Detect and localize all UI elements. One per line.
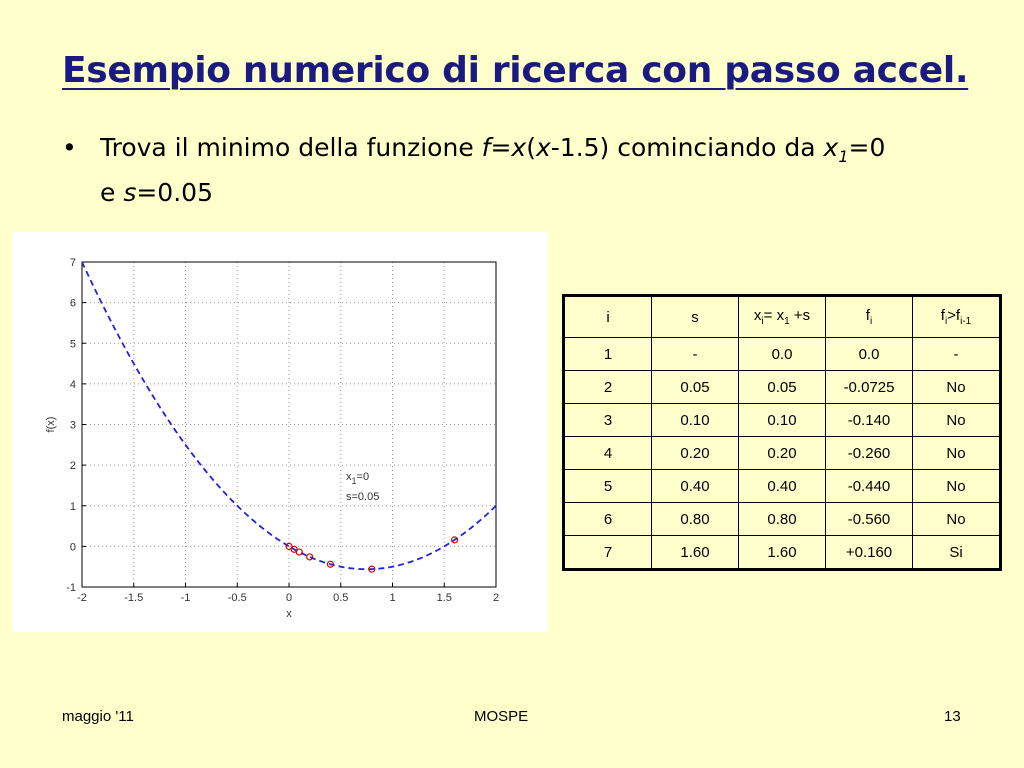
- tick-layer: [66, 257, 499, 604]
- cell-cmp: Si: [913, 536, 1001, 570]
- x-tick-label: -1: [180, 592, 191, 604]
- cell-f: -0.560: [826, 503, 913, 536]
- cell-s: 0.10: [652, 404, 739, 437]
- y-tick-label: 6: [69, 297, 76, 310]
- cell-s: 0.20: [652, 437, 739, 470]
- cell-x: 0.10: [739, 404, 826, 437]
- plot-panel: [12, 232, 548, 632]
- eq-sign: =: [490, 133, 512, 162]
- table-row: [564, 470, 1001, 503]
- cell-f: -0.440: [826, 470, 913, 503]
- cell-x: 0.05: [739, 371, 826, 404]
- var-x2: x: [535, 133, 551, 162]
- cell-f: -0.260: [826, 437, 913, 470]
- x-tick-label: 0.5: [333, 592, 349, 604]
- s-value: =0.05: [136, 178, 213, 207]
- function-curve: [82, 262, 496, 569]
- cell-cmp: No: [913, 437, 1001, 470]
- y-tick-label: 4: [69, 378, 76, 391]
- cell-f: 0.0: [826, 338, 913, 371]
- cell-s: -: [652, 338, 739, 371]
- footer-page-number: 13: [944, 708, 961, 725]
- function-plot: [12, 232, 548, 632]
- paren-open: (: [526, 133, 536, 162]
- table-row: [564, 404, 1001, 437]
- bullet-rest: -1.5) cominciando da: [550, 133, 824, 162]
- y-tick-label: 2: [69, 460, 76, 473]
- line2-prefix: e: [100, 178, 124, 207]
- var-s: s: [123, 178, 137, 207]
- var-x-sub: 1: [838, 147, 849, 166]
- table-header-row: [564, 296, 1001, 338]
- cell-s: 0.05: [652, 371, 739, 404]
- var-x-start: x: [823, 133, 839, 162]
- grid-layer: [82, 262, 496, 587]
- header-xi: $x_i= x_1 +s$: [739, 296, 826, 338]
- cell-cmp: No: [913, 404, 1001, 437]
- cell-x: 0.20: [739, 437, 826, 470]
- cell-f: +0.160: [826, 536, 913, 570]
- cell-s: 1.60: [652, 536, 739, 570]
- header-fi: $f_i$: [826, 296, 913, 338]
- cell-s: 0.80: [652, 503, 739, 536]
- header-comparison: $f_i>f_{i-1}$: [913, 296, 1001, 338]
- x-tick-label: 1.5: [436, 592, 452, 604]
- cell-cmp: No: [913, 470, 1001, 503]
- x-tick-label: 2: [492, 592, 500, 604]
- header-i: i: [564, 296, 652, 338]
- cell-x: 1.60: [739, 536, 826, 570]
- y-tick-label: 1: [69, 500, 76, 513]
- annotation-x1: $x_1=0$: [346, 471, 370, 486]
- y-axis-label: f(x): [45, 416, 57, 433]
- table-row: [564, 371, 1001, 404]
- x-start-value: =0: [848, 133, 886, 162]
- y-tick-label: -1: [66, 582, 76, 594]
- y-tick-label: 7: [69, 257, 76, 269]
- cell-i: 6: [564, 503, 652, 536]
- cell-cmp: -: [913, 338, 1001, 371]
- table-row: [564, 338, 1001, 371]
- slide-title: Esempio numerico di ricerca con passo accel.: [62, 50, 969, 91]
- header-s: s: [652, 296, 739, 338]
- cell-cmp: No: [913, 503, 1001, 536]
- x-tick-label: 0: [285, 592, 293, 604]
- x-tick-label: -2: [77, 592, 87, 604]
- x-tick-label: 1: [389, 592, 396, 604]
- var-x1: x: [511, 133, 527, 162]
- y-tick-label: 3: [69, 419, 76, 432]
- table-row: [564, 536, 1001, 570]
- data-point: [296, 549, 302, 555]
- x-tick-label: -1.5: [124, 592, 144, 604]
- cell-f: -0.140: [826, 404, 913, 437]
- annotation-s: s=0.05: [346, 491, 380, 503]
- y-tick-label: 0: [69, 541, 76, 554]
- bullet-prefix: Trova il minimo della funzione: [100, 133, 482, 162]
- x-tick-label: -0.5: [227, 592, 247, 604]
- x-axis-label: x: [286, 608, 292, 620]
- cell-cmp: No: [913, 371, 1001, 404]
- y-tick-label: 5: [69, 338, 76, 351]
- cell-i: 2: [564, 371, 652, 404]
- cell-i: 7: [564, 536, 652, 570]
- iteration-table: [562, 294, 1002, 571]
- cell-f: -0.0725: [826, 371, 913, 404]
- bullet-text: [100, 130, 980, 211]
- cell-i: 3: [564, 404, 652, 437]
- bullet-dot-icon: •: [62, 133, 77, 162]
- cell-i: 4: [564, 437, 652, 470]
- cell-i: 1: [564, 338, 652, 371]
- table-row: [564, 503, 1001, 536]
- cell-s: 0.40: [652, 470, 739, 503]
- cell-x: 0.40: [739, 470, 826, 503]
- cell-x: 0.80: [739, 503, 826, 536]
- footer-course: MOSPE: [474, 708, 529, 725]
- cell-x: 0.0: [739, 338, 826, 371]
- cell-i: 5: [564, 470, 652, 503]
- point-layer: [286, 537, 458, 572]
- footer-date: maggio '11: [62, 708, 134, 725]
- table-row: [564, 437, 1001, 470]
- var-f: f: [481, 133, 491, 162]
